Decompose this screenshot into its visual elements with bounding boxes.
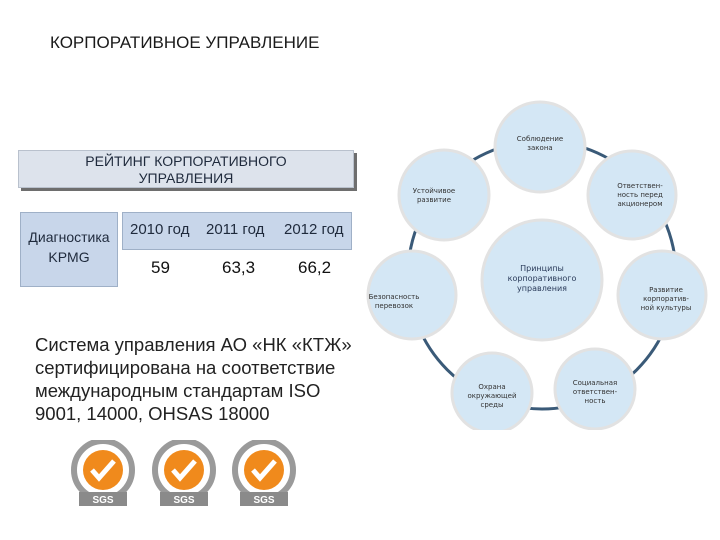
svg-text:Безопасность: Безопасность <box>368 293 420 301</box>
svg-text:Устойчивое: Устойчивое <box>412 187 456 195</box>
svg-text:среды: среды <box>480 401 504 409</box>
svg-text:SGS: SGS <box>92 495 114 506</box>
certification-line4: 9001, 14000, OHSAS 18000 <box>35 403 270 424</box>
svg-text:Социальная: Социальная <box>572 379 618 387</box>
principle-node-safety <box>368 251 456 339</box>
rating-year-2012: 2012 год <box>284 221 344 238</box>
svg-text:Ответствен-: Ответствен- <box>617 182 663 190</box>
svg-text:развитие: развитие <box>416 196 452 204</box>
rating-value-2010: 59 <box>151 258 170 277</box>
svg-text:закона: закона <box>527 144 553 152</box>
svg-text:Соблюдение: Соблюдение <box>516 135 564 143</box>
center-line3: управления <box>517 284 567 293</box>
svg-text:окружающей: окружающей <box>467 392 517 400</box>
principle-node-social <box>555 349 635 429</box>
sgs-ohsas18001-logo <box>226 440 302 508</box>
certification-text <box>35 333 365 425</box>
center-line2: корпоративного <box>507 274 577 283</box>
page-title: КОРПОРАТИВНОЕ УПРАВЛЕНИЕ <box>50 33 320 52</box>
principle-node-environment <box>452 353 532 430</box>
certification-line3: международным стандартам ISO <box>35 380 321 401</box>
svg-text:Развитие: Развитие <box>649 286 683 294</box>
rating-row-label-line2: KPMG <box>48 249 90 265</box>
rating-year-2011: 2011 год <box>206 221 265 238</box>
svg-text:корпоратив-: корпоратив- <box>643 295 689 303</box>
center-line1: Принципы <box>520 264 564 273</box>
sgs-iso14001-logo <box>146 440 222 508</box>
svg-text:ность перед: ность перед <box>617 191 663 199</box>
rating-row-label <box>20 212 118 287</box>
sgs-iso9001-logo <box>65 440 141 508</box>
certification-line2: сертифицирована на соответствие <box>35 357 336 378</box>
principle-node-culture <box>618 251 706 339</box>
svg-text:Охрана: Охрана <box>478 383 506 391</box>
principle-node-law <box>495 102 585 192</box>
rating-value-2012: 66,2 <box>298 258 332 277</box>
certification-line1: Система управления АО «НК «КТЖ» <box>35 334 352 355</box>
rating-heading-line2: УПРАВЛЕНИЯ <box>138 170 234 186</box>
svg-text:ность: ность <box>584 397 606 405</box>
svg-text:SGS: SGS <box>173 495 195 506</box>
rating-value-2011: 63,3 <box>222 258 256 277</box>
rating-heading-box <box>18 150 354 188</box>
svg-text:SGS: SGS <box>253 495 275 506</box>
rating-heading-line1: РЕЙТИНГ КОРПОРАТИВНОГО <box>85 153 287 169</box>
principles-diagram <box>362 95 712 430</box>
principle-center <box>482 220 602 340</box>
svg-text:акционером: акционером <box>617 200 663 208</box>
svg-text:ной культуры: ной культуры <box>640 304 692 312</box>
svg-text:ответствен-: ответствен- <box>572 388 618 396</box>
principle-node-shareholder <box>588 151 676 239</box>
rating-year-2010: 2010 год <box>130 221 190 238</box>
rating-row-label-line1: Диагностика <box>28 229 110 245</box>
svg-text:перевозок: перевозок <box>374 302 414 310</box>
principle-node-sustainable <box>399 150 489 240</box>
